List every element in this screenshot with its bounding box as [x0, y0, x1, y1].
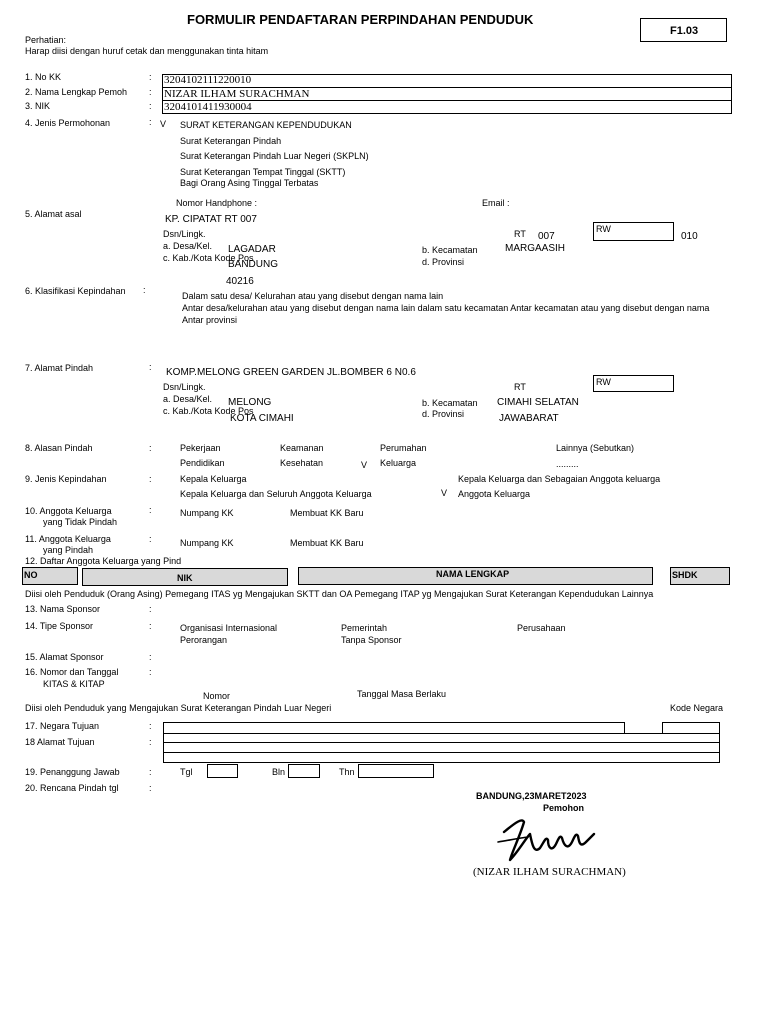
desa-label: a. Desa/Kel. — [163, 241, 213, 251]
alasan-dots: ......... — [556, 459, 579, 469]
colon: : — [149, 101, 152, 111]
kepindahan-opt2[interactable]: Kepala Keluarga dan Sebagaian Anggota keluarga — [458, 474, 661, 484]
colon: : — [149, 604, 152, 614]
colon: : — [149, 443, 152, 453]
form-code-box — [640, 18, 727, 42]
bln-label: Bln — [272, 767, 286, 777]
tidak-pindah-numpang[interactable]: Numpang KK — [180, 508, 234, 518]
permohonan-label: 4. Jenis Permohonan — [25, 118, 111, 128]
col-no-text: NO — [24, 570, 38, 580]
col-nama-header — [298, 567, 653, 585]
tgl-field[interactable] — [207, 764, 238, 778]
col-nik-header — [82, 568, 288, 586]
colon: : — [149, 117, 152, 127]
kec-value[interactable]: CIMAHI SELATAN — [497, 397, 579, 408]
yang-pindah-label: 11. Anggota Keluarga — [25, 534, 111, 544]
colon: : — [149, 474, 152, 484]
rt-label: RT — [514, 229, 526, 239]
klasifikasi-label: 6. Klasifikasi Kepindahan — [25, 286, 126, 296]
kec-label: b. Kecamatan — [422, 245, 478, 255]
pemohon-label: Pemohon — [543, 803, 585, 813]
rw-label: RW — [596, 224, 611, 234]
kab-value[interactable]: BANDUNG — [228, 259, 279, 270]
nama-label: 2. Nama Lengkap Pemoh — [25, 87, 128, 97]
klasifikasi-opt2[interactable]: Antar desa/kelurahan atau yang disebut dengan nama lain dalam satu kecamatan Antar kecamatan atau yang disebut dengan nama — [182, 303, 710, 313]
alasan-keluarga[interactable]: Keluarga — [380, 458, 417, 468]
form-code: F1.03 — [670, 25, 699, 37]
colon: : — [149, 534, 152, 544]
hp-label: Nomor Handphone : — [176, 198, 258, 208]
no-kk-field[interactable] — [162, 74, 732, 88]
kepindahan-opt3[interactable]: Kepala Keluarga dan Seluruh Anggota Keluarga — [180, 489, 372, 499]
prov-value[interactable]: JAWABARAT — [499, 413, 559, 424]
email-label: Email : — [482, 198, 510, 208]
prov-label: d. Provinsi — [422, 257, 465, 267]
permohonan-opt2[interactable]: Surat Keterangan Pindah — [180, 136, 282, 146]
alamat-tujuan-field-3[interactable] — [163, 752, 720, 763]
tidak-pindah-kk-baru[interactable]: Membuat KK Baru — [290, 508, 364, 518]
rt-label: RT — [514, 382, 526, 392]
col-shdk-text: SHDK — [672, 570, 698, 580]
kab-label: c. Kab./Kota Kode Pos — [163, 406, 254, 416]
negara-tujuan-label: 17. Negara Tujuan — [25, 721, 100, 731]
colon: : — [149, 72, 152, 82]
tipe-opt5[interactable]: Tanpa Sponsor — [341, 635, 402, 645]
asing-note: Diisi oleh Penduduk (Orang Asing) Pemegang ITAS yg Mengajukan SKTT dan OA Pemegang ITAP yg Mengajukan Surat Keterangan Kependudukan Lainnya — [25, 589, 654, 599]
rencana-label: 20. Rencana Pindah tgl — [25, 783, 119, 793]
tgl-label: Tgl — [180, 767, 193, 777]
klasifikasi-opt1[interactable]: Dalam satu desa/ Kelurahan atau yang disebut dengan nama lain — [182, 291, 444, 301]
colon: : — [149, 783, 152, 793]
alasan-perumahan[interactable]: Perumahan — [380, 443, 427, 453]
yang-pindah-label-2: yang Pindah — [43, 545, 94, 555]
alamat-asal-label: 5. Alamat asal — [25, 209, 82, 219]
daftar-label: 12. Daftar Anggota Keluarga yang Pind — [25, 556, 182, 566]
nama-value: NIZAR ILHAM SURACHMAN — [164, 88, 310, 100]
rt-value[interactable]: 007 — [538, 231, 555, 242]
colon: : — [149, 362, 152, 372]
alasan-keamanan[interactable]: Keamanan — [280, 443, 324, 453]
tipe-opt3[interactable]: Perusahaan — [517, 623, 566, 633]
kepindahan-check[interactable]: V — [441, 488, 448, 498]
col-no-header — [22, 567, 78, 585]
alasan-pekerjaan[interactable]: Pekerjaan — [180, 443, 221, 453]
colon: : — [149, 721, 152, 731]
no-kk-value: 3204102111220010 — [164, 74, 252, 86]
colon: : — [149, 737, 152, 747]
attention-text: Harap diisi dengan huruf cetak dan menggunakan tinta hitam — [25, 46, 269, 56]
kepindahan-opt4[interactable]: Anggota Keluarga — [458, 489, 531, 499]
colon: : — [149, 505, 152, 515]
rw-value: 010 — [681, 231, 698, 242]
permohonan-opt4[interactable]: Surat Keterangan Tempat Tinggal (SKTT) — [180, 167, 346, 177]
col-nik-text: NIK — [177, 573, 193, 583]
colon: : — [149, 87, 152, 97]
bln-field[interactable] — [288, 764, 320, 778]
dsn-label: Dsn/Lingk. — [163, 382, 206, 392]
alamat-tujuan-label: 18 Alamat Tujuan — [25, 737, 95, 747]
tgl-berlaku-label: Tanggal Masa Berlaku — [357, 689, 447, 699]
alasan-lainnya[interactable]: Lainnya (Sebutkan) — [556, 443, 635, 453]
attention-label: Perhatian: — [25, 35, 67, 45]
tipe-opt2[interactable]: Pemerintah — [341, 623, 388, 633]
desa-value[interactable]: LAGADAR — [228, 244, 276, 255]
col-nama-text: NAMA LENGKAP — [436, 569, 510, 579]
alasan-label: 8. Alasan Pindah — [25, 443, 93, 453]
yang-pindah-kk-baru[interactable]: Membuat KK Baru — [290, 538, 364, 548]
tipe-opt1[interactable]: Organisasi Internasional — [180, 623, 278, 633]
form-title: FORMULIR PENDAFTARAN PERPINDAHAN PENDUDUK — [187, 12, 534, 27]
kepindahan-label: 9. Jenis Kepindahan — [25, 474, 107, 484]
colon: : — [149, 652, 152, 662]
yang-pindah-numpang[interactable]: Numpang KK — [180, 538, 234, 548]
kodepos-value[interactable]: 40216 — [226, 276, 254, 287]
thn-label: Thn — [339, 767, 355, 777]
kec-label: b. Kecamatan — [422, 398, 478, 408]
colon: : — [143, 285, 146, 295]
kab-label: c. Kab./Kota Kode Pos — [163, 253, 254, 263]
kec-value[interactable]: MARGAASIH — [505, 243, 566, 254]
no-kk-label: 1. No KK — [25, 72, 62, 82]
alasan-pendidikan[interactable]: Pendidikan — [180, 458, 225, 468]
colon: : — [149, 667, 152, 677]
luar-negeri-note: Diisi oleh Penduduk yang Mengajukan Surat Keterangan Pindah Luar Negeri — [25, 703, 332, 713]
tipe-opt4[interactable]: Perorangan — [180, 635, 228, 645]
rw-box[interactable] — [593, 375, 674, 392]
rw-label: RW — [596, 377, 611, 387]
nik-label: 3. NIK — [25, 101, 51, 111]
sponsor-label: 13. Nama Sponsor — [25, 604, 101, 614]
prov-label: d. Provinsi — [422, 409, 465, 419]
col-shdk-header — [670, 567, 730, 585]
tidak-pindah-label: 10. Anggota Keluarga — [25, 506, 112, 516]
signer-name: (NIZAR ILHAM SURACHMAN) — [473, 866, 626, 878]
nomor-label: Nomor — [203, 691, 231, 701]
colon: : — [149, 767, 152, 777]
alasan-kesehatan[interactable]: Kesehatan — [280, 458, 324, 468]
alasan-check[interactable]: V — [361, 460, 368, 470]
permohonan-opt5: Bagi Orang Asing Tinggal Terbatas — [180, 178, 319, 188]
kitas-label-2: KITAS & KITAP — [43, 679, 105, 689]
kode-negara-label: Kode Negara — [670, 703, 724, 713]
alamat-pindah-value[interactable]: KOMP.MELONG GREEN GARDEN JL.BOMBER 6 N0.6 — [166, 367, 416, 378]
klasifikasi-opt3[interactable]: Antar provinsi — [182, 315, 238, 325]
place-date: BANDUNG,23MARET2023 — [476, 791, 587, 801]
signature-image — [490, 812, 600, 868]
alamat-sponsor-label: 15. Alamat Sponsor — [25, 652, 104, 662]
kepindahan-opt1[interactable]: Kepala Keluarga — [180, 474, 247, 484]
permohonan-opt1[interactable]: SURAT KETERANGAN KEPENDUDUKAN — [180, 120, 352, 130]
alamat-pindah-label: 7. Alamat Pindah — [25, 363, 94, 373]
tidak-pindah-label-2: yang Tidak Pindah — [43, 517, 118, 527]
rw-box[interactable] — [593, 222, 674, 241]
desa-value[interactable]: MELONG — [228, 397, 272, 408]
penanggung-label: 19. Penanggung Jawab — [25, 767, 120, 777]
nik-value: 3204101411930004 — [164, 101, 252, 113]
desa-label: a. Desa/Kel. — [163, 394, 213, 404]
nik-field[interactable] — [162, 100, 732, 114]
thn-field[interactable] — [358, 764, 434, 778]
alamat-asal-value[interactable]: KP. CIPATAT RT 007 — [165, 214, 257, 225]
kitas-label: 16. Nomor dan Tanggal — [25, 667, 119, 677]
tipe-sponsor-label: 14. Tipe Sponsor — [25, 621, 94, 631]
kab-value[interactable]: KOTA CIMAHI — [230, 413, 294, 424]
permohonan-check[interactable]: V — [160, 119, 167, 129]
permohonan-opt3[interactable]: Surat Keterangan Pindah Luar Negeri (SKPLN) — [180, 151, 369, 161]
nama-field[interactable] — [162, 87, 732, 101]
dsn-label: Dsn/Lingk. — [163, 229, 206, 239]
colon: : — [149, 621, 152, 631]
